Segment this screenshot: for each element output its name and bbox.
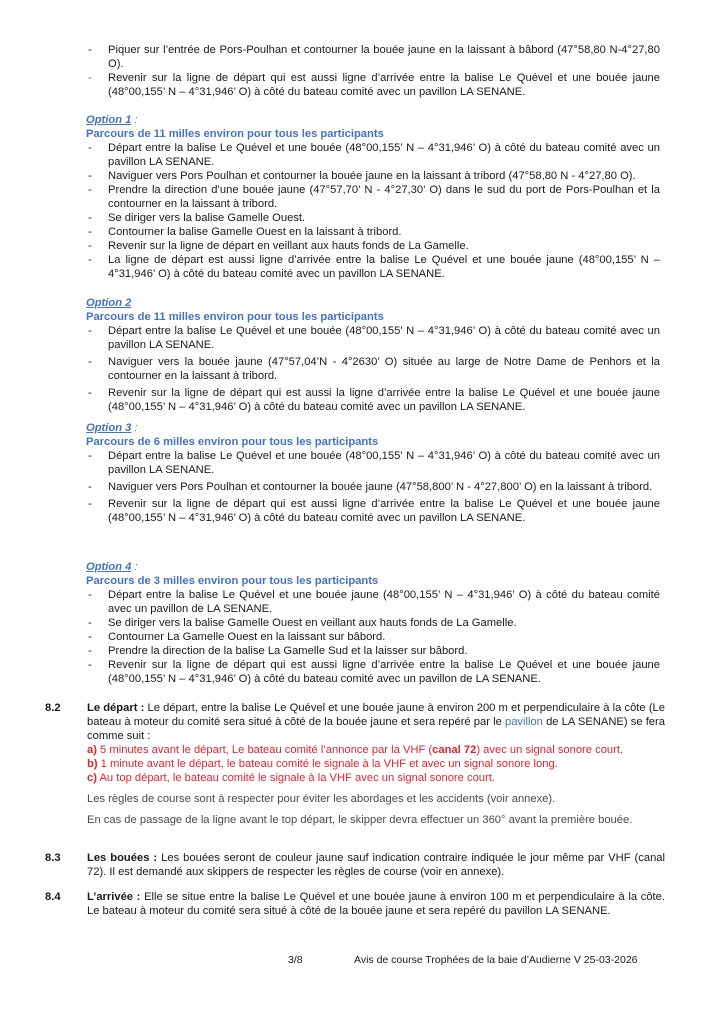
list-item: - Prendre la direction de la balise La Gamelle Sud et la laisser sur bâbord. [88,645,468,657]
footer-title: Avis de course Trophées de la baie d’Audierne V 25-03-2026 [354,954,638,966]
section-number: 8.2 [45,702,61,714]
option-subtitle: Parcours de 3 milles environ pour tous les participants [86,575,379,587]
option-1-block [86,113,660,281]
section-body: L’arrivée : Elle se situe entre la balise Le Quével et une bouée jaune à environ 100 m et perpendiculaire à la côte. Le bateau à moteur du comité sera situé à côté de la bouée jaune et sera repéré du pavillon LA SENANE. [87,891,665,917]
section-label: Les bouées : [87,852,158,864]
option-title: Option 4 [86,561,132,573]
section-body: Les bouées : Les bouées seront de couleur jaune sauf indication contraire indiquée le jour même par VHF (canal 72). Il est demandé aux skippers de respecter les règles de course (voir en annexe). [87,852,666,878]
list-item: - Naviguer vers la bouée jaune (47°57,04’N - 4°2630’ O) située au large de Notre Dame de Penhors et la contourner en la laissant à tribord. [88,356,660,382]
note-early-start: En cas de passage de la ligne avant le top départ, le skipper devra effectuer un 360° avant la première bouée. [87,814,633,826]
option-heading: Option 4 : [86,561,138,573]
section-body [87,701,665,827]
intro-list-block [86,43,660,99]
option-title: Option 1 [86,114,132,126]
option-heading: Option 3 : [86,422,138,434]
list-item: - Contourner la balise Gamelle Ouest en la laissant à tribord. [88,226,402,238]
section-paragraph: Le départ : Le départ, entre la balise Le Quével et une bouée jaune à environ 200 m et perpendiculaire à la côte (Le bateau à moteur du comité sera situé à côté de la bouée jaune et sera repéré par le pavillon de LA SENANE) se fera comme suit : [87,702,665,742]
option-heading [86,296,660,310]
option-1-list [86,141,660,281]
list-item: - Départ entre la balise Le Quével et une bouée (48°00,155’ N – 4°31,946’ O) à côté du bateau comité avec un pavillon LA SENANE. [88,142,660,168]
section-label: L’arrivée : [87,891,141,903]
step-c: c) Au top départ, le bateau comité le signale à la VHF avec un signal sonore court. [87,772,495,784]
list-item: - Se diriger vers la balise Gamelle Ouest. [88,212,306,224]
list-item: - Départ entre la balise Le Quével et une bouée (48°00,155’ N – 4°31,946’ O) à côté du bateau comité avec un pavillon LA SENANE. [88,325,660,351]
list-item: - Revenir sur la ligne de départ en veillant aux hauts fonds de La Gamelle. [88,240,469,252]
option-subtitle: Parcours de 11 milles environ pour tous les participants [86,311,384,323]
step-b: b) 1 minute avant le départ, le bateau comité le signale à la VHF et avec un signal sonore long. [87,758,558,770]
option-2-list [86,324,660,414]
section-label: Le départ : [87,702,145,714]
option-subtitle: Parcours de 11 milles environ pour tous les participants [86,128,384,140]
option-4-block [86,560,660,686]
page-number: 3/8 [288,954,303,966]
section-number: 8.4 [45,891,61,903]
list-item: - Naviguer vers Pors Poulhan et contourner la bouée jaune (47°58,800’ N - 4°27,800’ O) en la laissant à tribord. [88,481,653,493]
list-item: - Revenir sur la ligne de départ qui est aussi ligne d’arrivée entre la balise Le Quével et une bouée jaune (48°00,155’ N – 4°31,946’ O) à côté du bateau comité avec un pavillon de LA SENANE. [88,659,660,685]
section-8-4 [45,890,665,918]
option-3-list [86,449,660,525]
option-heading: Option 1 : [86,114,138,126]
list-item: - Contourner La Gamelle Ouest en la laissant sur bâbord. [88,631,386,643]
list-item: - Revenir sur la ligne de départ qui est aussi la ligne d’arrivée entre la balise Le Quével et une bouée jaune (48°00,155’ N – 4°31,946’ O) à côté du bateau comité avec un pavillon LA SENANE. [88,387,660,413]
option-4-list [86,588,660,686]
step-a: a) 5 minutes avant le départ, Le bateau comité l’annonce par la VHF (canal 72) avec un signal sonore court. [87,744,624,756]
list-item: - Piquer sur l’entrée de Pors-Poulhan et contourner la bouée jaune en la laissant à bâbord (47°58,80 N-4°27,80 O). [88,44,660,70]
intro-list [86,43,660,99]
list-item: - Départ entre la balise Le Quével et une bouée (48°00,155’ N – 4°31,946’ O) à côté du bateau comité avec un pavillon LA SENANE. [88,450,660,476]
section-number: 8.3 [45,852,61,864]
dash-bullet: - [88,72,92,84]
list-item: - Revenir sur la ligne de départ qui est aussi ligne d’arrivée entre la balise Le Quével et une bouée jaune (48°00,155’ N – 4°31,946’ O) à côté du bateau comité avec un pavillon LA SENANE. [88,498,660,524]
option-subtitle: Parcours de 6 milles environ pour tous les participants [86,436,379,448]
option-3-block [86,421,660,525]
pavillon-link[interactable]: pavillon [504,716,543,728]
note-rules: Les règles de course sont à respecter pour éviter les abordages et les accidents (voir annexe). [87,793,556,805]
option-title: Option 2 [86,297,132,309]
option-2-block [86,296,660,414]
list-item: - Revenir sur la ligne de départ qui est aussi ligne d’arrivée entre la balise Le Quével et une bouée jaune (48°00,155’ N – 4°31,946’ O) à côté du bateau comité avec un pavillon LA SENANE. [88,72,660,98]
section-8-2 [45,701,665,827]
list-item: - Départ entre la balise Le Quével et une bouée jaune (48°00,155’ N – 4°31,946’ O) à côté du bateau comité avec un pavillon de LA SENANE. [88,589,660,615]
list-item: - Se diriger vers la balise Gamelle Ouest en veillant aux hauts fonds de La Gamelle. [88,617,517,629]
dash-bullet: - [88,44,92,56]
section-8-3 [45,851,665,879]
list-item: - Naviguer vers Pors Poulhan et contourner la bouée jaune en la laissant à tribord (47°58,80 N - 4°27,80 O). [88,170,636,182]
option-title: Option 3 [86,422,132,434]
list-item: - Prendre la direction d’une bouée jaune (47°57,70’ N - 4°27,30’ O) dans le sud du port de Pors-Poulhan et la contourner en la laissant à tribord. [88,184,660,210]
list-item: - La ligne de départ est aussi ligne d’arrivée entre la balise Le Quével et une bouée jaune (48°00,155’ N – 4°31,946’ O) à côté du bateau comité avec un pavillon LA SENANE. [88,254,660,280]
